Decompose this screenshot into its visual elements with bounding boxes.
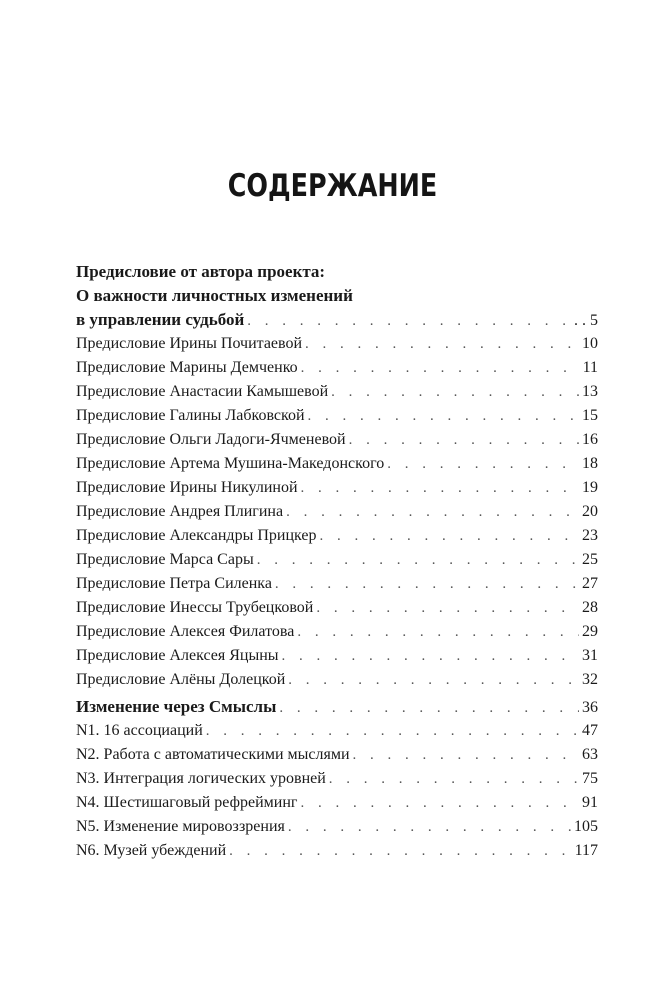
table-of-contents [76,260,598,863]
toc-entry-text: Предисловие Марины Демченко [76,359,298,376]
toc-entry-text: Предисловие Марса Сары [76,551,254,568]
toc-entry-text: Предисловие Анастасии Камышевой [76,383,329,400]
toc-entry-item [76,791,598,815]
toc-entry-item [76,719,598,743]
toc-leader-dots [316,596,579,620]
toc-page-number: 29 [582,623,598,640]
toc-page-number: 91 [582,794,598,811]
toc-leader-dots [286,500,579,524]
toc-entry-text: N5. Изменение мировоззрения [76,818,285,835]
toc-entry-text: Предисловие Александры Прицкер [76,527,317,544]
toc-leader-dots [229,839,571,863]
toc-leader-dots [331,380,579,404]
toc-entry-foreword [76,644,598,668]
toc-page-number: 32 [582,671,598,688]
toc-leader-dots [387,452,579,476]
toc-page-number: 10 [582,335,598,352]
toc-entry-item [76,815,598,839]
toc-entry-foreword [76,356,598,380]
toc-leader-dots [282,644,579,668]
toc-entry-text: Предисловие Инессы Трубецковой [76,599,314,616]
toc-leader-dots [349,428,579,452]
toc-entry-text: Предисловие Петра Силенка [76,575,272,592]
toc-leader-dots [257,548,579,572]
toc-entry-text: N6. Музей убеждений [76,842,227,859]
toc-entry-text: Предисловие Алексея Филатова [76,623,295,640]
toc-leader-dots [247,309,571,333]
toc-entry-foreword [76,380,598,404]
toc-page-number: 23 [582,527,598,544]
toc-entry-text: в управлении судьбой [76,310,245,329]
toc-leader-dots [353,743,579,767]
forewords-list [76,332,598,692]
toc-entry-text: Предисловие Ирины Никулиной [76,479,298,496]
toc-entry-foreword [76,428,598,452]
toc-page-number: 13 [582,383,598,400]
toc-leader-dots [300,791,579,815]
toc-entry-text: Предисловие Алёны Долецкой [76,671,286,688]
toc-leader-dots [288,815,571,839]
toc-entry-text: N3. Интеграция логических уровней [76,770,326,787]
toc-page-number: 16 [582,431,598,448]
toc-page-number: 20 [582,503,598,520]
toc-leader-dots [288,668,579,692]
toc-entry-text: N4. Шестишаговый рефрейминг [76,794,298,811]
toc-entry-foreword [76,524,598,548]
toc-entry-text: Предисловие Ирины Почитаевой [76,335,303,352]
section-items-list [76,719,598,863]
toc-leader-dots [308,404,579,428]
toc-entry-foreword [76,452,598,476]
toc-entry-text: Предисловие Ольги Ладоги-Ячменевой [76,431,346,448]
toc-entry-item [76,767,598,791]
toc-leader-dots [206,719,579,743]
toc-page-number: . . 5 [574,312,598,329]
toc-page-number: 27 [582,575,598,592]
toc-entry-text: Изменение через Смыслы [76,697,277,716]
toc-entry-foreword [76,404,598,428]
toc-page-number: 15 [582,407,598,424]
toc-page-number: 63 [582,746,598,763]
toc-page-number: 25 [582,551,598,568]
toc-entry-text: Предисловие Андрея Плигина [76,503,284,520]
toc-entry-text: Предисловие Артема Мушина-Македонского [76,455,385,472]
toc-entry-text: N2. Работа с автоматическими мыслями [76,746,350,763]
toc-entry-item [76,743,598,767]
toc-page-number: 19 [582,479,598,496]
toc-entry-foreword [76,332,598,356]
toc-entry-author-foreword-line-2: О важности личностных изменений [76,286,353,305]
toc-page-number: 18 [582,455,598,472]
toc-entry-foreword [76,620,598,644]
toc-leader-dots [297,620,579,644]
toc-leader-dots [305,332,579,356]
toc-entry-foreword [76,668,598,692]
toc-page-number: 75 [582,770,598,787]
toc-entry-item [76,839,598,863]
toc-leader-dots [319,524,579,548]
toc-entry-author-foreword [76,308,598,332]
toc-page-number: 47 [582,722,598,739]
toc-page-number: 117 [574,842,598,859]
toc-page-number: 105 [574,818,598,835]
toc-page-number: 28 [582,599,598,616]
toc-entry-foreword [76,476,598,500]
toc-entry-text: Предисловие Алексея Яцыны [76,647,279,664]
toc-leader-dots [279,696,579,720]
toc-entry-text: Предисловие Галины Лабковской [76,407,305,424]
toc-leader-dots [275,572,579,596]
toc-entry-text: N1. 16 ассоциаций [76,722,203,739]
toc-leader-dots [301,476,579,500]
toc-entry-foreword [76,548,598,572]
toc-entry-foreword [76,596,598,620]
toc-page-number: 11 [582,359,598,376]
toc-entry-author-foreword-line-1: Предисловие от автора проекта: [76,262,326,281]
toc-leader-dots [329,767,579,791]
page-title: СОДЕРЖАНИЕ [227,168,438,204]
toc-entry-foreword [76,572,598,596]
toc-section-meanings [76,695,598,719]
toc-page-number: 36 [582,699,598,716]
toc-leader-dots [301,356,580,380]
toc-page-number: 31 [582,647,598,664]
toc-entry-foreword [76,500,598,524]
